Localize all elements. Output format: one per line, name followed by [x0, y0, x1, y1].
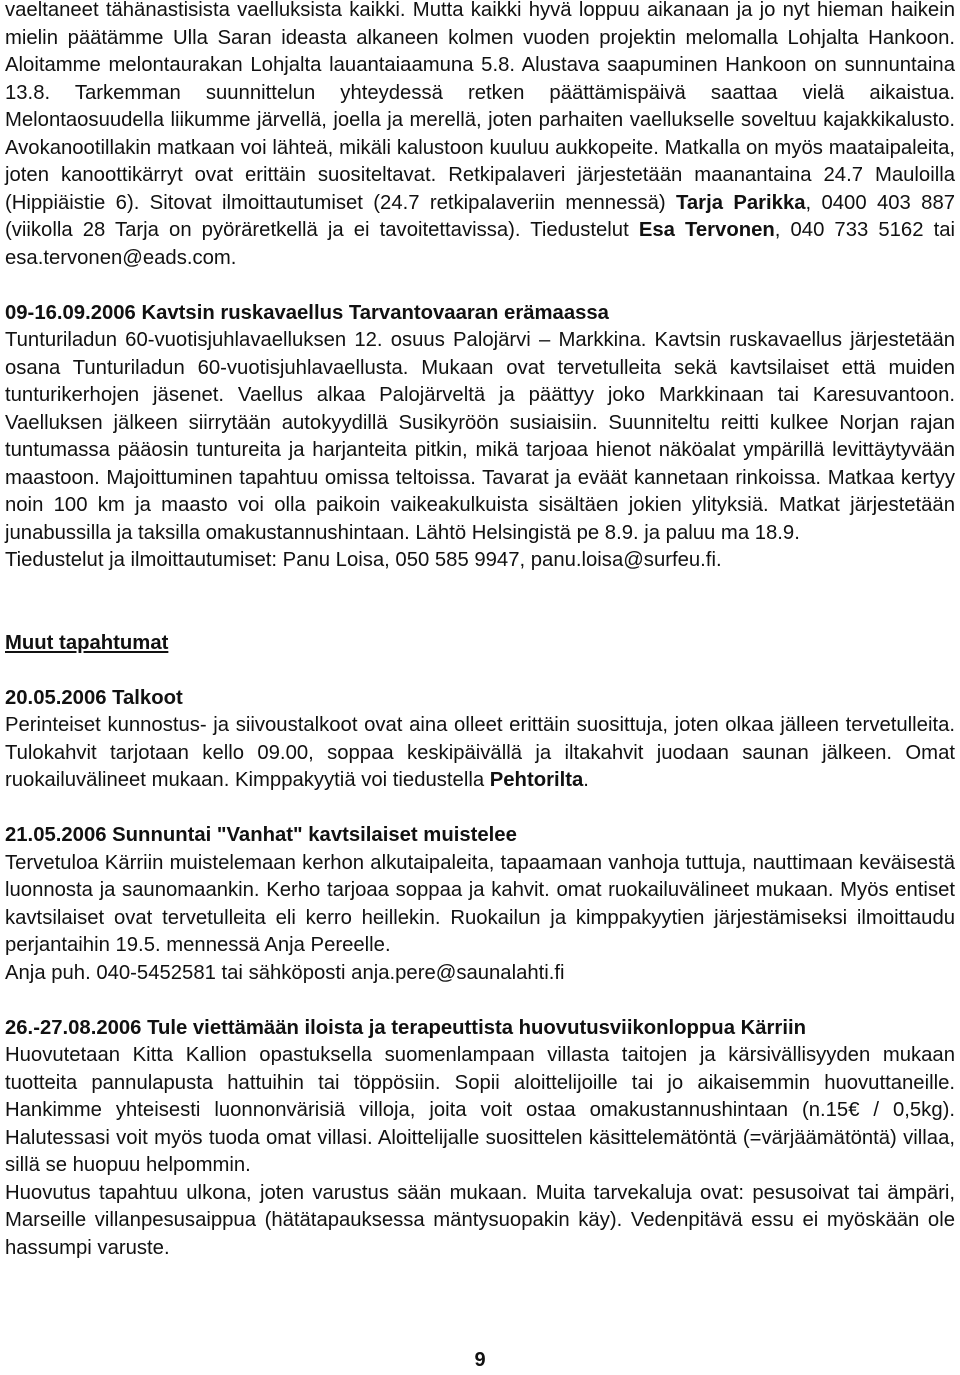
kavtsin-heading: 09-16.09.2006 Kavtsin ruskavaellus Tarvantovaaran erämaassa: [5, 301, 609, 324]
sunnuntai-heading: 21.05.2006 Sunnuntai "Vanhat" kavtsilaiset muistelee: [5, 824, 517, 846]
document-page: [5, 0, 955, 1262]
contact-name-tarja: Tarja Parikka: [676, 191, 806, 214]
sunnuntai-body: Tervetuloa Kärriin muistelemaan kerhon alkutaipaleita, tapaamaan vanhoja tuttuja, nauttimaan keväisestä luonnosta ja saunomaankin. Kerho tarjoaa soppaa ja kahvit. omat ruokailuvälineet mukaan. Myös entiset kavtsilaiset ovat tervetulleita eli kerro heillekin. Ruokailun ja kimppakyytien järjestämiseksi ilmoittaudu perjantaihin 19.5. mennessä Anja Pereelle.: [5, 851, 955, 956]
intro-paragraph: vaeltaneet tähänastisista vaelluksista kaikki. Mutta kaikki hyvä loppuu aikanaan ja jo nyt hieman haikein mielin päätämme Ulla Saran ideasta alkaneen kolmen vuoden projektin melomalla Lohjalta Hankoon. Aloitamme melontaurakan Lohjalta lauantaiaamuna 5.8. Alustava saapuminen Hankoon on sunnuntaina 13.8. Tarkemman suunnittelun yhteydessä retken päättämispäivä saattaa vielä aikaistua. Melontaosuudella liikumme järvellä, joella ja merellä, joten parhaiten vaellukselle soveltuu kajakkikalusto. Avokanootillakin matkaan voi lähteä, mikäli kalustoon kuuluu aukkopeite. Matkalla on myös maataipaleita, joten kanoottikärryt ovat erittäin suositeltavat. Retkipalaveri järjestetään maanantaina 24.7 Mauloilla (Hippiäistie 6). Sitovat ilmoittautumiset (24.7 retkipalaveriin mennessä) Tarja Parikka, 0400 403 887 (viikolla 28 Tarja on pyöräretkellä ja ei tavoitettavissa). Tiedustelut Esa Tervonen, 040 733 5162 tai esa.tervonen@eads.com.: [5, 0, 955, 269]
huovutus-paragraph-1: Huovutetaan Kitta Kallion opastuksella suomenlampaan villasta taitojen ja kärsivällisyyden mukaan tuotteita pannulapusta hattuihin tai töppösiin. Sopii aloittelijoille tai jo aikaisemmin huovuttaneille. Hankimme yhteisesti luonnonvärisiä villoja, joita voit ostaa omakustannushintaan (n.15€ / 0,5kg). Halutessasi voit myös tuoda omat villasi. Aloittelijalle suosittelen käsittelemätöntä (=värjäämätöntä) villaa, sillä se huopuu helpommin.: [5, 1044, 955, 1176]
huovutus-heading: 26.-27.08.2006 Tule viettämään iloista ja terapeuttista huovutusviikonloppua Kärriin: [5, 1016, 806, 1039]
sunnuntai-contact: Anja puh. 040-5452581 tai sähköposti anja.pere@saunalahti.fi: [5, 961, 565, 984]
page-number: 9: [474, 1349, 486, 1371]
huovutus-paragraph-2: Huovutus tapahtuu ulkona, joten varustus sään mukaan. Muita tarvekaluja ovat: pesusoivat tai ämpäri, Marseille villanpesusaippua (hätätapauksessa mäntysuopakin käy). Vedenpitävä essu ei myöskään ole hassumpi varuste.: [5, 1181, 955, 1259]
kavtsin-contact: Tiedustelut ja ilmoittautumiset: Panu Loisa, 050 585 9947, panu.loisa@surfeu.fi.: [5, 549, 722, 571]
contact-name-esa: Esa Tervonen: [638, 219, 775, 241]
section-heading-muut: Muut tapahtumat: [5, 631, 169, 654]
kavtsin-body: Tunturiladun 60-vuotisjuhlavaelluksen 12. osuus Palojärvi – Markkina. Kavtsin ruskavaellus järjestetään osana Tunturiladun 60-vuotisjuhlavaellusta. Mukaan ovat tervetulleita sekä kavtsilaiset että muiden tunturikerhojen jäsenet. Vaellus alkaa Palojärveltä ja päättyy joko Markkinaan tai Karesuvantoon. Vaelluksen jälkeen siirrytään autokyydillä Susikyröön susiaisiin. Suunniteltu reitti kulkee Norjan rajan tuntumassa pääosin tuntureita ja harjanteita pitkin, mikä tarjoaa hienot näköalat ympärillä levittäytyvään maastoon. Majoittuminen tapahtuu omissa teltoissa. Tavarat ja eväät kannetaan rinkoissa. Matkaa kertyy noin 100 km ja maasto voi olla paikoin vaikeakulkuista sisältäen jokien ylityksiä. Matkat järjestetään junabussilla ja taksilla omakustannushintaan. Lähtö Helsingistä pe 8.9. ja paluu ma 18.9.: [5, 329, 955, 544]
talkoot-strong: Pehtorilta: [489, 769, 584, 791]
talkoot-heading: 20.05.2006 Talkoot: [5, 686, 183, 709]
talkoot-body: Perinteiset kunnostus- ja siivoustalkoot ovat aina olleet erittäin suosittuja, joten olkaa jälleen tervetulleita. Tulokahvit tarjotaan kello 09.00, soppaa keskipäivällä ja iltakahvit juodaan saunan jälkeen. Omat ruokailuvälineet mukaan. Kimppakyytiä voi tiedustella Pehtorilta.: [5, 714, 955, 791]
